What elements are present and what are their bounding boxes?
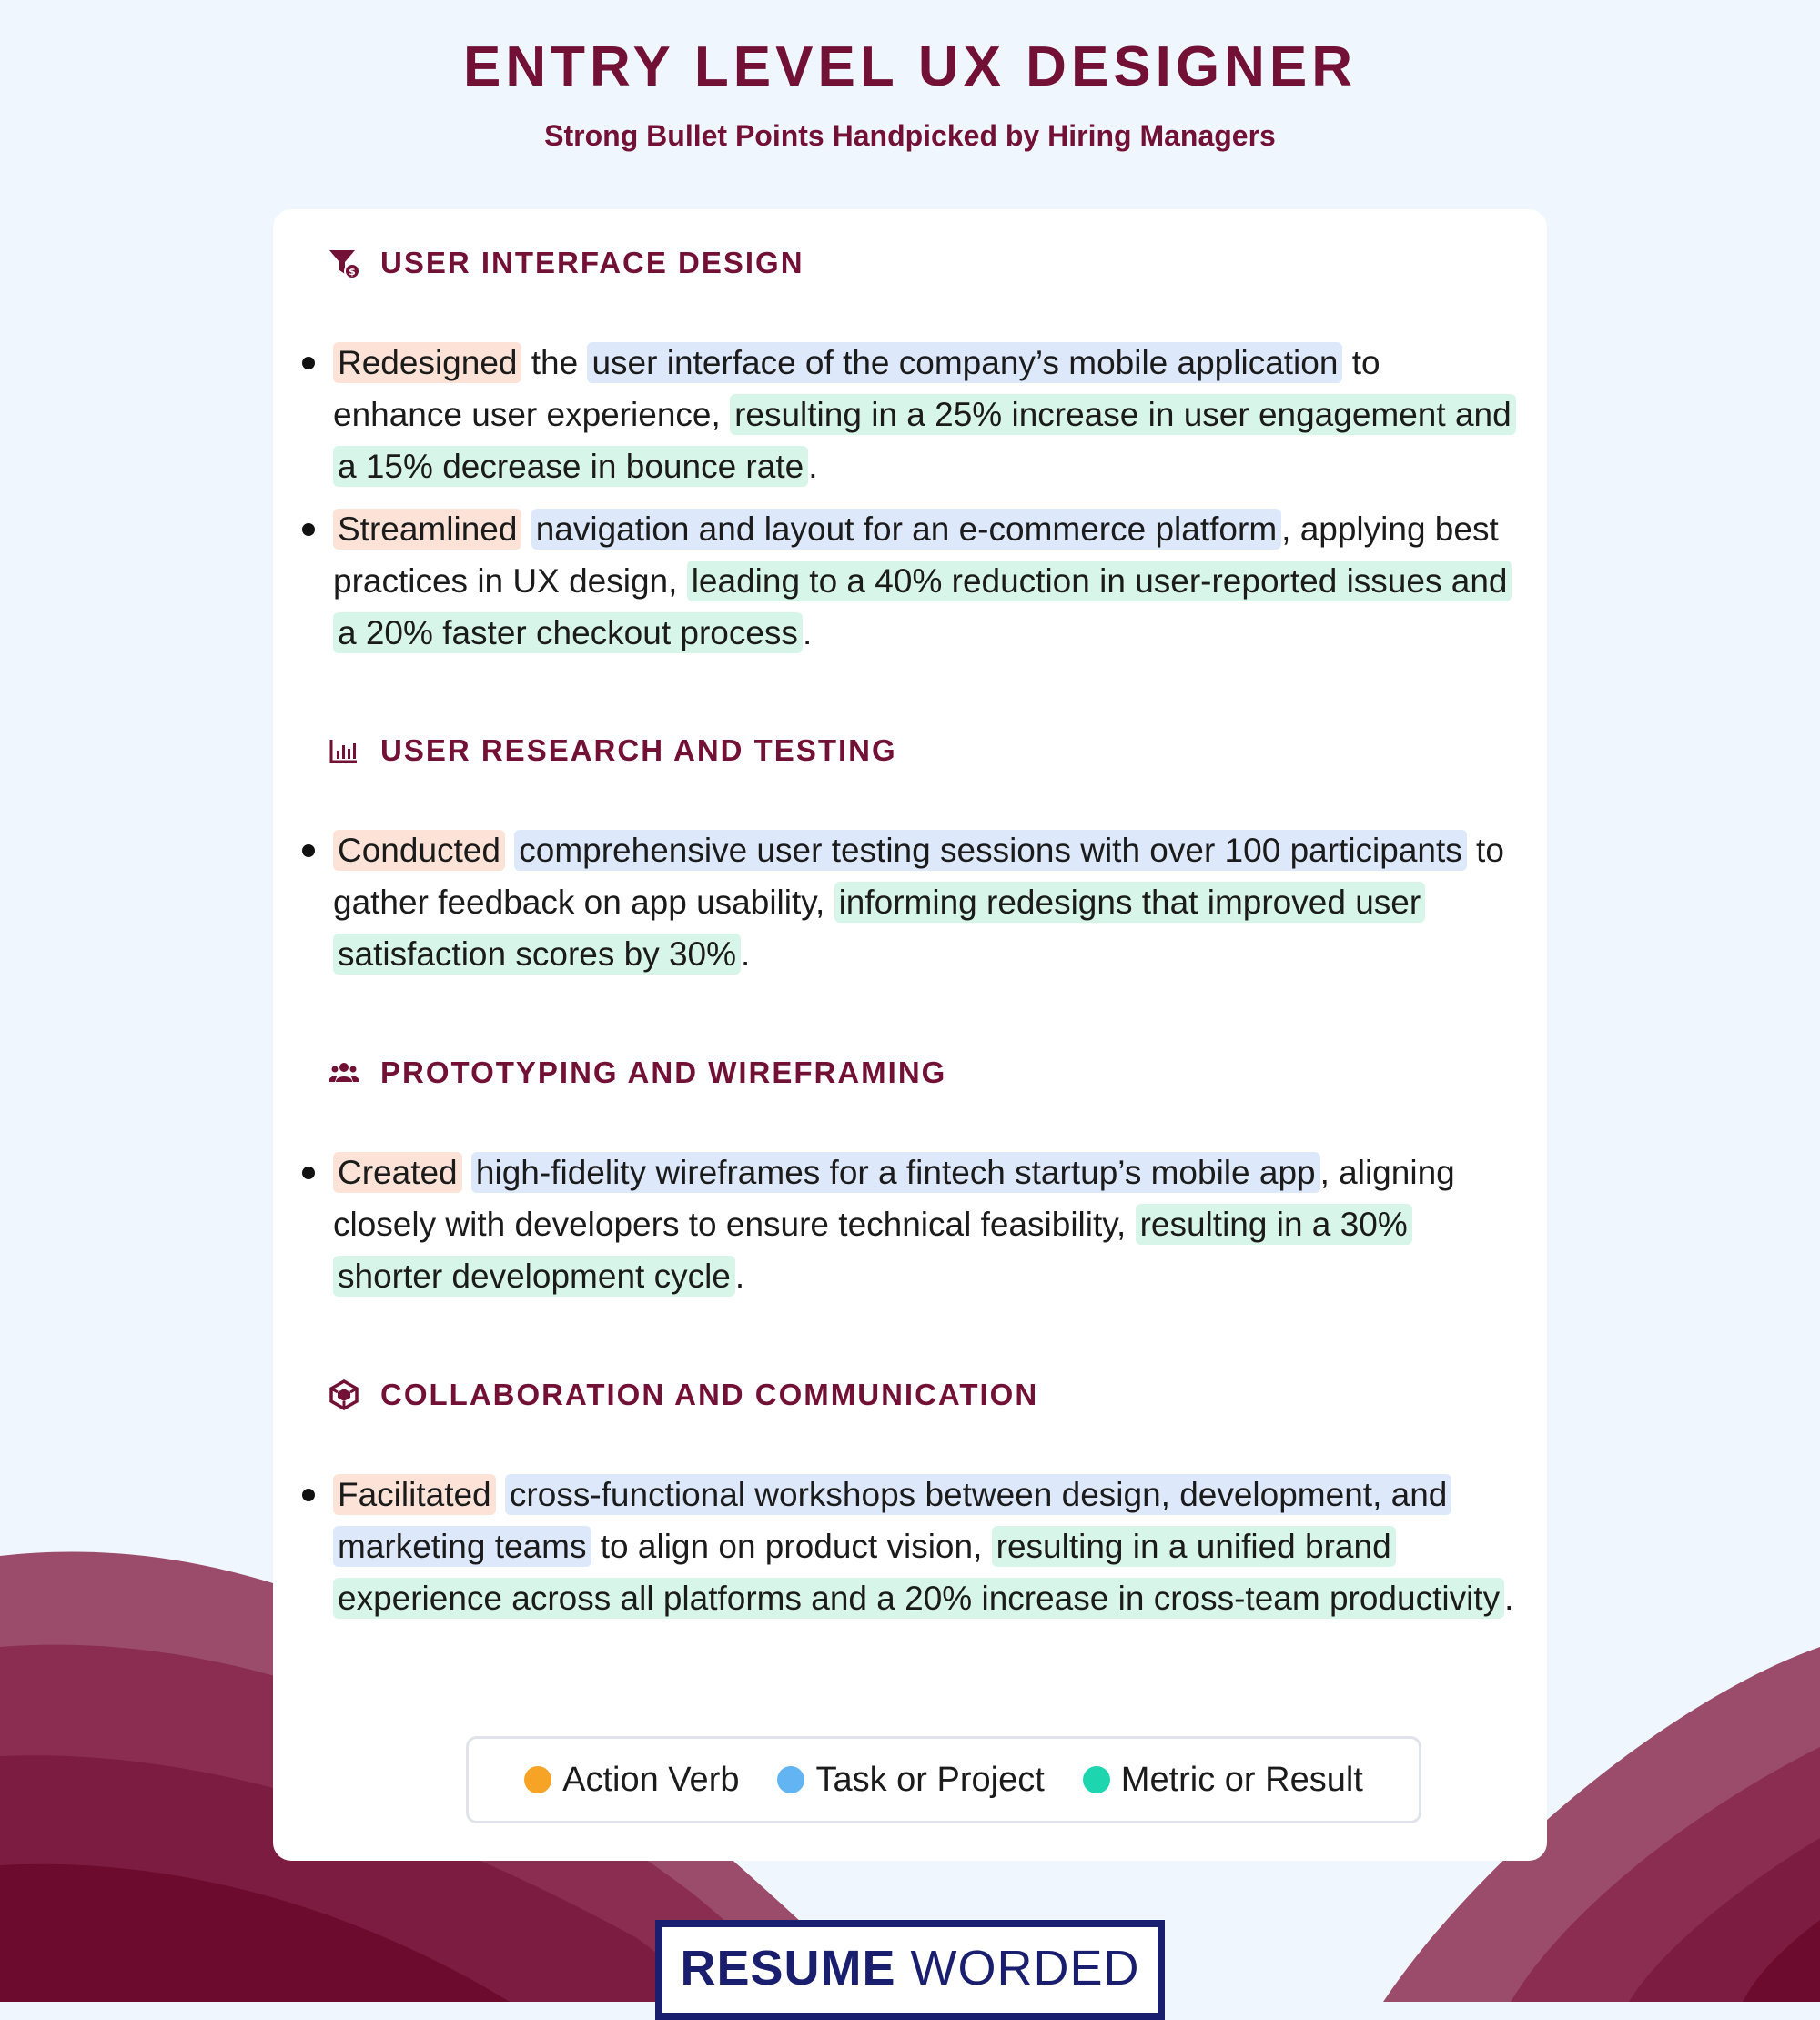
metric-text: leading to a 40% reduction in user-reported issues and a 20% faster checkout process: [333, 561, 1512, 653]
section-header: [328, 733, 897, 768]
legend-dot: [777, 1766, 804, 1793]
metric-text: resulting in a 25% increase in user engagement and a 15% decrease in bounce rate: [333, 394, 1516, 487]
bullet-text: [505, 832, 514, 869]
bullet-text: to align on product vision,: [591, 1528, 992, 1565]
bullet-text: , applying best practices in UX design,: [333, 510, 1499, 600]
bullet-list: [333, 824, 1516, 991]
bullet-text: to enhance user experience,: [333, 344, 1380, 433]
bullet-list: [333, 1469, 1516, 1635]
bullet-text: the: [521, 344, 588, 381]
legend-dot: [1083, 1766, 1110, 1793]
legend-label: Task or Project: [815, 1760, 1045, 1799]
resume-worded-logo[interactable]: [655, 1920, 1165, 2020]
bullet-text: .: [808, 448, 818, 485]
action-verb: Redesigned: [333, 342, 521, 383]
section-title: USER RESEARCH AND TESTING: [380, 733, 897, 767]
list-item: [333, 1146, 1516, 1302]
task-text: comprehensive user testing sessions with over 100 participants: [514, 830, 1467, 871]
legend-dot: [524, 1766, 551, 1793]
page-title: ENTRY LEVEL UX DESIGNER: [462, 35, 1358, 98]
list-item: [333, 337, 1516, 492]
task-text: user interface of the company’s mobile application: [587, 342, 1342, 383]
section-title: COLLABORATION AND COMMUNICATION: [380, 1378, 1039, 1411]
bullet-list: [333, 1146, 1516, 1313]
bullet-text: [496, 1476, 505, 1513]
users-icon: [328, 1056, 360, 1089]
legend-label: Action Verb: [562, 1760, 740, 1799]
bullet-text: to gather feedback on app usability,: [333, 832, 1504, 921]
metric-text: informing redesigns that improved user satisfaction scores by 30%: [333, 882, 1425, 975]
bullet-text: .: [1504, 1580, 1514, 1617]
bullet-dot: [302, 357, 315, 369]
svg-text:$: $: [349, 266, 356, 278]
metric-text: resulting in a 30% shorter development cycle: [333, 1204, 1412, 1297]
section-header: [328, 1055, 946, 1090]
list-item: [333, 824, 1516, 980]
bar-chart-icon: [328, 734, 360, 767]
logo-bold-text: RESUME: [680, 1941, 896, 1995]
task-text: high-fidelity wireframes for a fintech startup’s mobile app: [471, 1152, 1320, 1193]
bullet-dot: [302, 523, 315, 536]
bullet-points-card: [273, 209, 1547, 1861]
action-verb: Conducted: [333, 830, 505, 871]
bullet-list: [333, 337, 1516, 670]
legend-label: Metric or Result: [1120, 1760, 1363, 1799]
legend-item-action-verb: [524, 1761, 739, 1800]
metric-text: resulting in a unified brand experience across all platforms and a 20% increase in cross-team productivity: [333, 1526, 1504, 1619]
page-subtitle: Strong Bullet Points Handpicked by Hiring Managers: [544, 119, 1276, 152]
bullet-text: , aligning closely with developers to ensure technical feasibility,: [333, 1154, 1455, 1243]
bullet-text: [462, 1154, 471, 1191]
bullet-text: [521, 510, 531, 548]
bullet-dot: [302, 844, 315, 857]
cube-network-icon: [328, 1379, 360, 1411]
section-title: PROTOTYPING AND WIREFRAMING: [380, 1055, 947, 1089]
bullet-text: .: [734, 1257, 745, 1295]
legend-item-task-or-project: [777, 1761, 1044, 1800]
highlight-legend: [466, 1736, 1421, 1823]
bullet-text: .: [802, 614, 813, 651]
bullet-dot: [302, 1489, 315, 1501]
list-item: [333, 1469, 1516, 1624]
section-title: USER INTERFACE DESIGN: [380, 246, 804, 279]
action-verb: Facilitated: [333, 1474, 496, 1515]
legend-item-metric-or-result: [1083, 1761, 1363, 1800]
logo-light-text: WORDED: [895, 1941, 1140, 1995]
action-verb: Streamlined: [333, 509, 521, 550]
page-header: [0, 0, 1820, 153]
action-verb: Created: [333, 1152, 462, 1193]
section-header: [328, 1378, 1038, 1412]
task-text: cross-functional workshops between design, development, and marketing teams: [333, 1474, 1451, 1567]
funnel-dollar-icon: [328, 247, 360, 279]
section-header: [328, 246, 804, 280]
list-item: [333, 503, 1516, 659]
bullet-dot: [302, 1167, 315, 1179]
bullet-text: .: [741, 935, 751, 973]
task-text: navigation and layout for an e-commerce platform: [531, 509, 1281, 550]
